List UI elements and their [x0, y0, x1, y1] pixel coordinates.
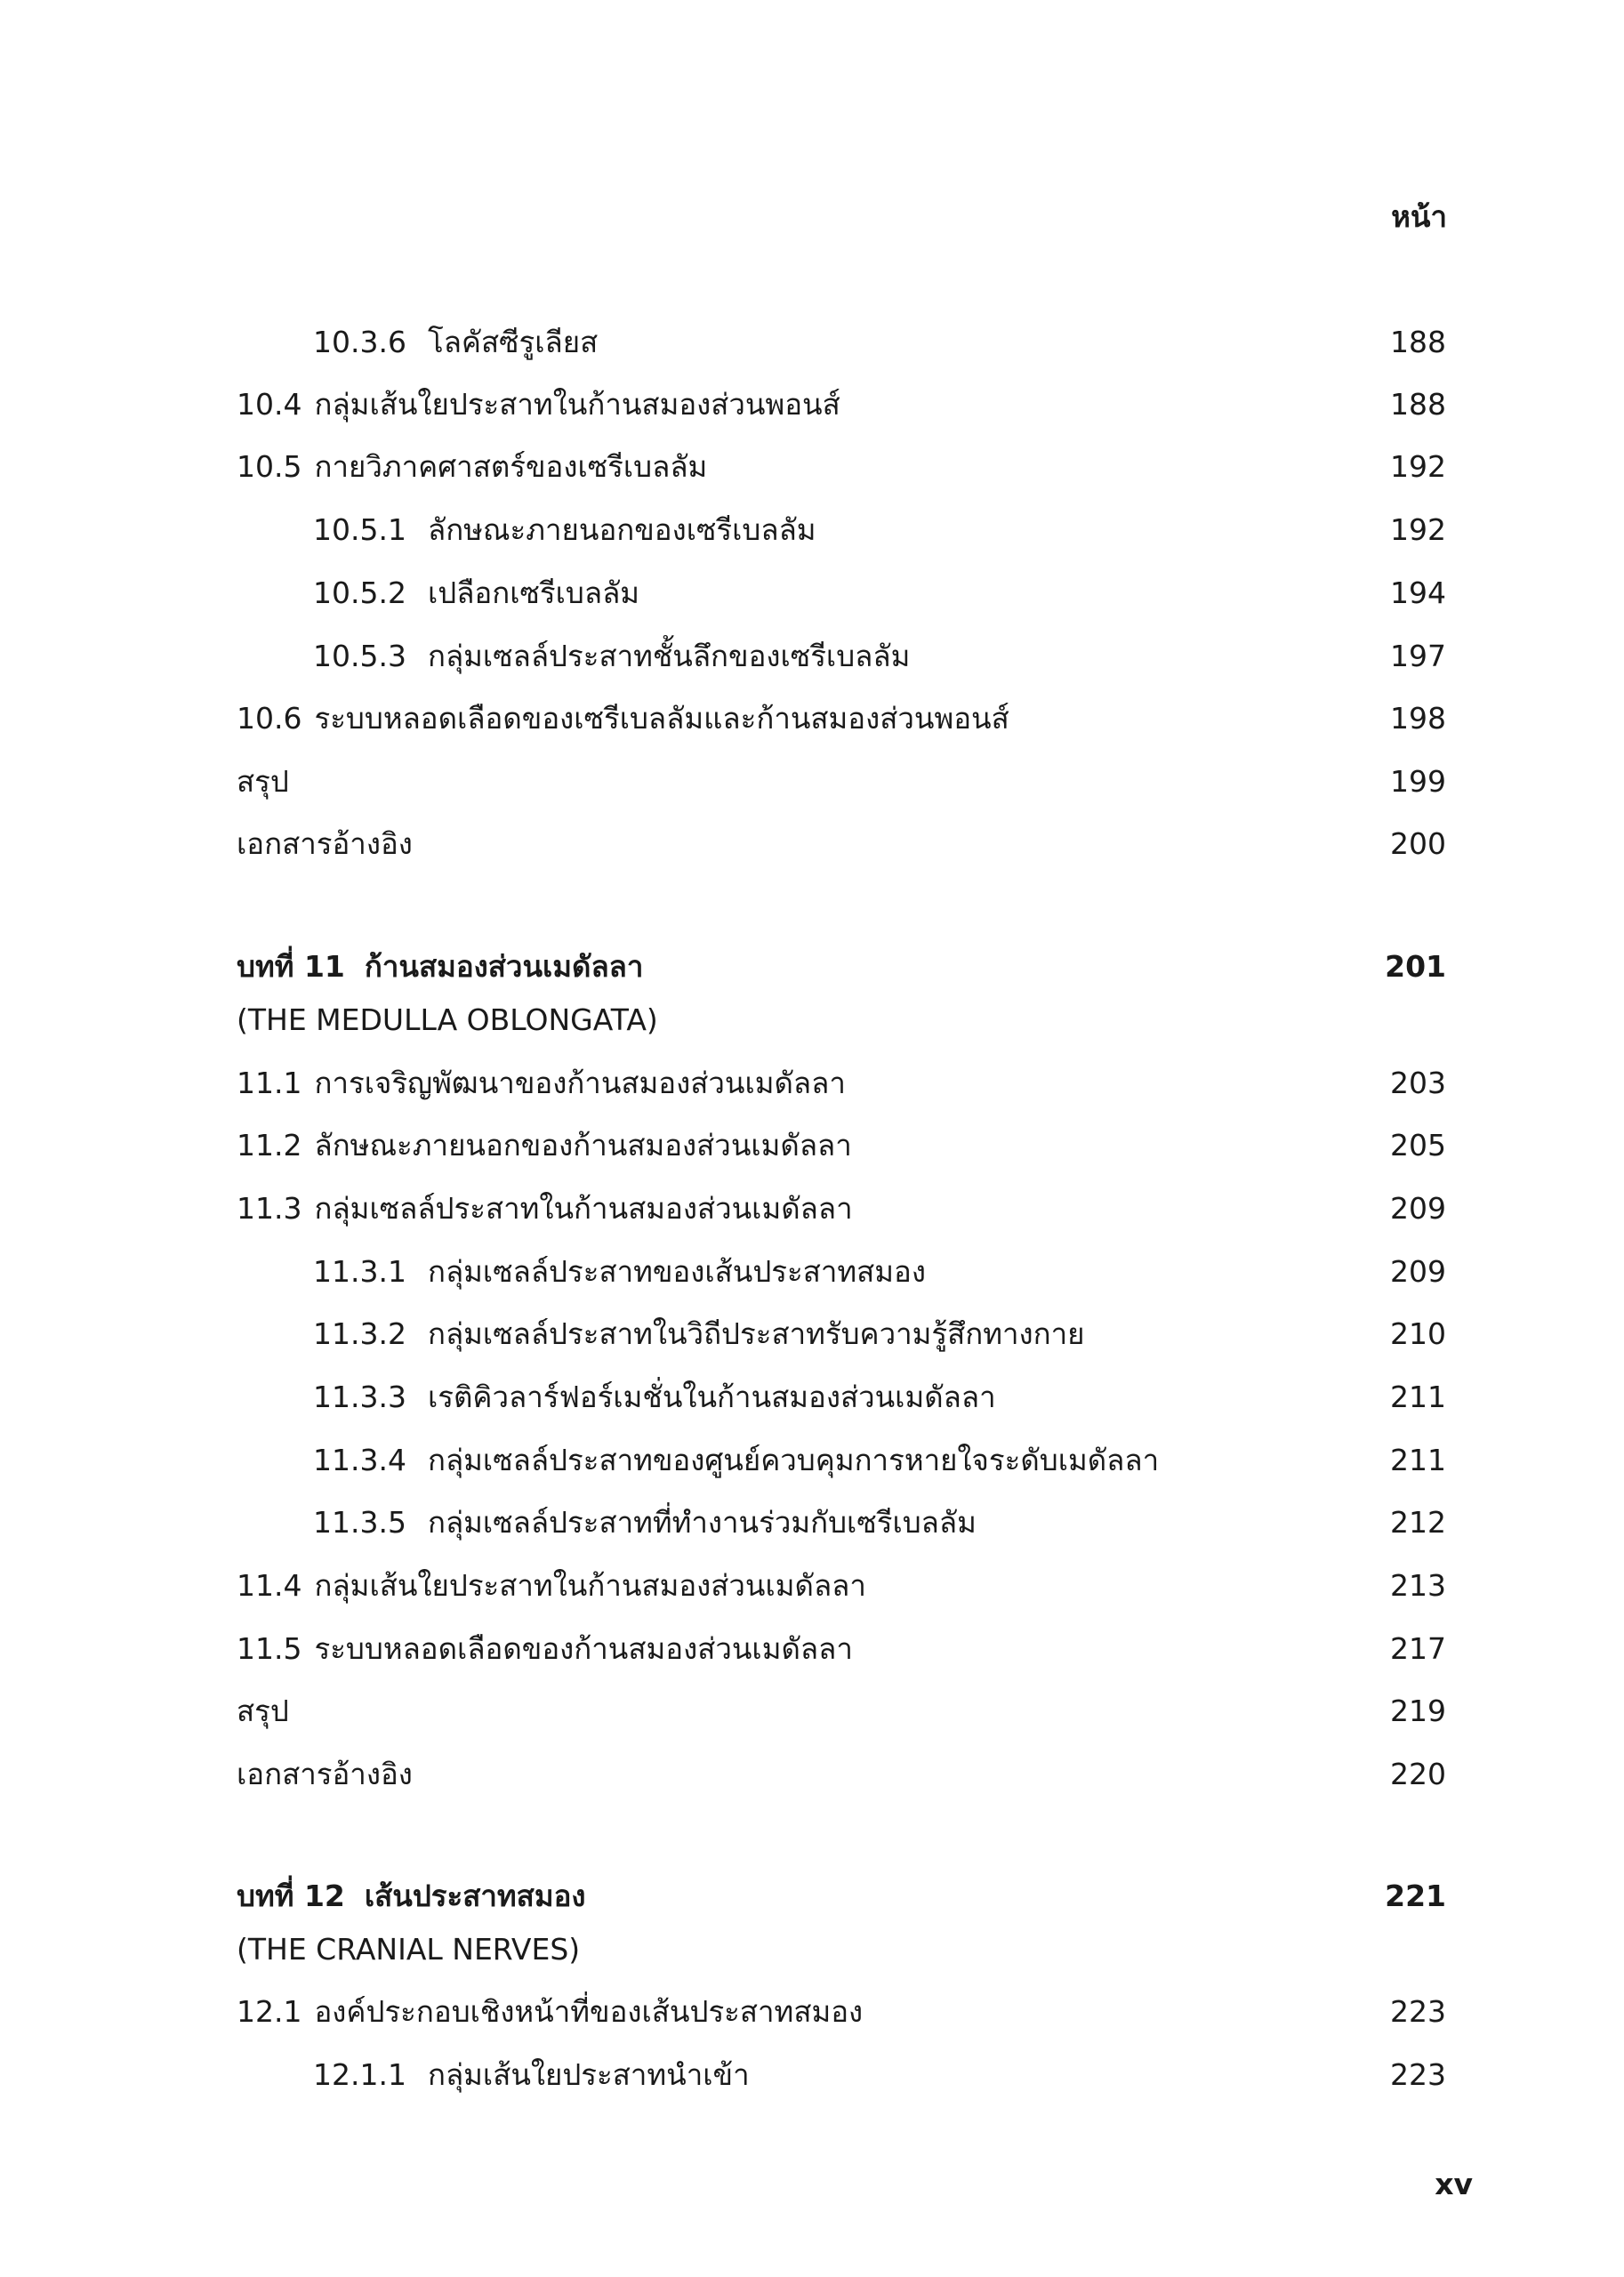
page-column-header: หน้า — [1391, 199, 1447, 234]
toc-entry-title: กลุ่มเซลล์ประสาทชั้นลึกของเซรีเบลลัม — [427, 639, 911, 673]
toc-entry — [237, 380, 1446, 430]
page-number: xv — [1435, 2167, 1473, 2201]
toc-entry-page: 223 — [1390, 2057, 1446, 2092]
toc-entry — [237, 819, 1446, 869]
toc-entry-page: 210 — [1390, 1316, 1446, 1351]
toc-entry-page: 220 — [1390, 1757, 1446, 1791]
toc-entry-title: การเจริญพัฒนาของก้านสมองส่วนเมดัลลา — [314, 1066, 846, 1100]
toc-entry-page: 205 — [1390, 1128, 1446, 1163]
toc-entry-number: 11.3.1 — [313, 1254, 406, 1289]
toc-entry-number: 10.3.6 — [313, 325, 406, 359]
toc-entry — [237, 757, 1446, 807]
toc-entry-page: 209 — [1390, 1254, 1446, 1289]
toc-entry-title: เรติคิวลาร์ฟอร์เมชั่นในก้านสมองส่วนเมดัลลา — [427, 1380, 996, 1414]
toc-entry-number: 10.5.3 — [313, 639, 406, 673]
toc-entry-title: ก้านสมองส่วนเมดัลลา — [364, 949, 644, 984]
toc-entry-title: ระบบหลอดเลือดของก้านสมองส่วนเมดัลลา — [314, 1631, 853, 1666]
toc-entry-page: 213 — [1390, 1568, 1446, 1603]
toc-entry-title: กลุ่มเซลล์ประสาทของเส้นประสาทสมอง — [427, 1254, 926, 1289]
toc-entry-title: ลักษณะภายนอกของก้านสมองส่วนเมดัลลา — [314, 1128, 852, 1163]
toc-entry-page: 219 — [1390, 1694, 1446, 1728]
toc-entry-title: เปลือกเซรีเบลลัม — [427, 575, 640, 610]
toc-entry — [237, 1058, 1446, 1108]
toc-entry-page: 211 — [1390, 1380, 1446, 1414]
toc-entry-number: 11.5 — [237, 1631, 302, 1666]
toc-entry-page: 223 — [1390, 1994, 1446, 2029]
toc-entry-number: 12.1 — [237, 1994, 302, 2029]
toc-entry-page: 188 — [1390, 325, 1446, 359]
toc-chapter-subtitle — [237, 995, 1446, 1045]
toc-entry-number: 10.5 — [237, 449, 302, 484]
toc-entry-number: 10.6 — [237, 701, 302, 736]
toc-entry-title: กลุ่มเส้นใยประสาทนำเข้า — [427, 2057, 750, 2092]
toc-entry-page: 209 — [1390, 1191, 1446, 1226]
toc-entry — [313, 1498, 1446, 1548]
toc-entry-number: 10.5.2 — [313, 575, 406, 610]
toc-entry-number: 12.1.1 — [313, 2057, 406, 2092]
toc-entry-number: 11.3.2 — [313, 1316, 406, 1351]
toc-entry-title: เอกสารอ้างอิง — [237, 826, 413, 861]
toc-entry-page: 192 — [1390, 512, 1446, 547]
toc-entry — [313, 1247, 1446, 1297]
toc-entry-page: 200 — [1390, 826, 1446, 861]
toc-entry-number: 11.3 — [237, 1191, 302, 1226]
toc-entry-page: 221 — [1385, 1879, 1446, 1913]
toc-entry-title: เอกสารอ้างอิง — [237, 1757, 413, 1791]
toc-entry — [237, 1121, 1446, 1171]
toc-entry-title: (THE CRANIAL NERVES) — [237, 1932, 581, 1967]
toc-entry — [237, 1750, 1446, 1799]
toc-entry-page: 201 — [1385, 949, 1446, 984]
toc-entry-page: 194 — [1390, 575, 1446, 610]
toc-entry-title: กลุ่มเซลล์ประสาทที่ทำงานร่วมกับเซรีเบลลัม — [427, 1505, 977, 1540]
toc-entry-page: 199 — [1390, 764, 1446, 799]
toc-entry-title: กลุ่มเซลล์ประสาทของศูนย์ควบคุมการหายใจระดับเมดัลลา — [427, 1443, 1160, 1477]
toc-entry-title: สรุป — [237, 764, 289, 799]
toc-entry-title: สรุป — [237, 1694, 289, 1728]
toc-entry — [237, 694, 1446, 744]
toc-entry — [313, 505, 1446, 555]
toc-entry — [237, 1987, 1446, 2037]
toc-entry-page: 212 — [1390, 1505, 1446, 1540]
toc-entry — [313, 1309, 1446, 1359]
toc-entry-title: โลคัสซีรูเลียส — [427, 325, 599, 359]
toc-entry — [237, 442, 1446, 492]
toc-entry-title: (THE MEDULLA OBLONGATA) — [237, 1002, 658, 1037]
toc-entry-number: 10.5.1 — [313, 512, 406, 547]
toc-entry-page: 203 — [1390, 1066, 1446, 1100]
toc-entry-page: 197 — [1390, 639, 1446, 673]
toc-entry-title: กลุ่มเส้นใยประสาทในก้านสมองส่วนเมดัลลา — [314, 1568, 866, 1603]
toc-entry-title: กายวิภาคศาสตร์ของเซรีเบลลัม — [314, 449, 708, 484]
toc-entry-title: องค์ประกอบเชิงหน้าที่ของเส้นประสาทสมอง — [314, 1994, 864, 2029]
toc-entry-title: กลุ่มเส้นใยประสาทในก้านสมองส่วนพอนส์ — [314, 387, 840, 422]
toc-entry-title: กลุ่มเซลล์ประสาทในวิถีประสาทรับความรู้สึกทางกาย — [427, 1316, 1085, 1351]
toc-chapter-heading — [237, 942, 1446, 992]
toc-entry — [313, 568, 1446, 618]
toc-entry-number: 11.3.3 — [313, 1380, 406, 1414]
toc-entry-title: เส้นประสาทสมอง — [364, 1879, 586, 1913]
toc-entry-title: กลุ่มเซลล์ประสาทในก้านสมองส่วนเมดัลลา — [314, 1191, 853, 1226]
toc-entry-number: 11.3.4 — [313, 1443, 406, 1477]
toc-entry — [313, 632, 1446, 681]
toc-entry-number: 11.3.5 — [313, 1505, 406, 1540]
toc-entry-number: บทที่ 12 — [237, 1879, 345, 1913]
toc-entry-title: ระบบหลอดเลือดของเซรีเบลลัมและก้านสมองส่วนพอนส์ — [314, 701, 1009, 736]
toc-entry — [237, 1561, 1446, 1611]
toc-entry-title: ลักษณะภายนอกของเซรีเบลลัม — [427, 512, 816, 547]
toc-entry-number: 10.4 — [237, 387, 302, 422]
toc-entry-page: 188 — [1390, 387, 1446, 422]
toc-chapter-heading — [237, 1871, 1446, 1921]
toc-entry-number: 11.2 — [237, 1128, 302, 1163]
toc-entry-page: 217 — [1390, 1631, 1446, 1666]
toc-entry-number: 11.4 — [237, 1568, 302, 1603]
toc-entry-page: 198 — [1390, 701, 1446, 736]
toc-entry-page: 211 — [1390, 1443, 1446, 1477]
toc-entry — [313, 2050, 1446, 2100]
toc-entry-page: 192 — [1390, 449, 1446, 484]
toc-entry — [313, 318, 1446, 367]
toc-entry-number: 11.1 — [237, 1066, 302, 1100]
toc-entry — [237, 1624, 1446, 1674]
toc-entry — [237, 1184, 1446, 1234]
toc-chapter-subtitle — [237, 1925, 1446, 1975]
toc-entry — [313, 1436, 1446, 1485]
toc-entry — [313, 1372, 1446, 1422]
toc-entry-number: บทที่ 11 — [237, 949, 345, 984]
toc-entry — [237, 1686, 1446, 1736]
